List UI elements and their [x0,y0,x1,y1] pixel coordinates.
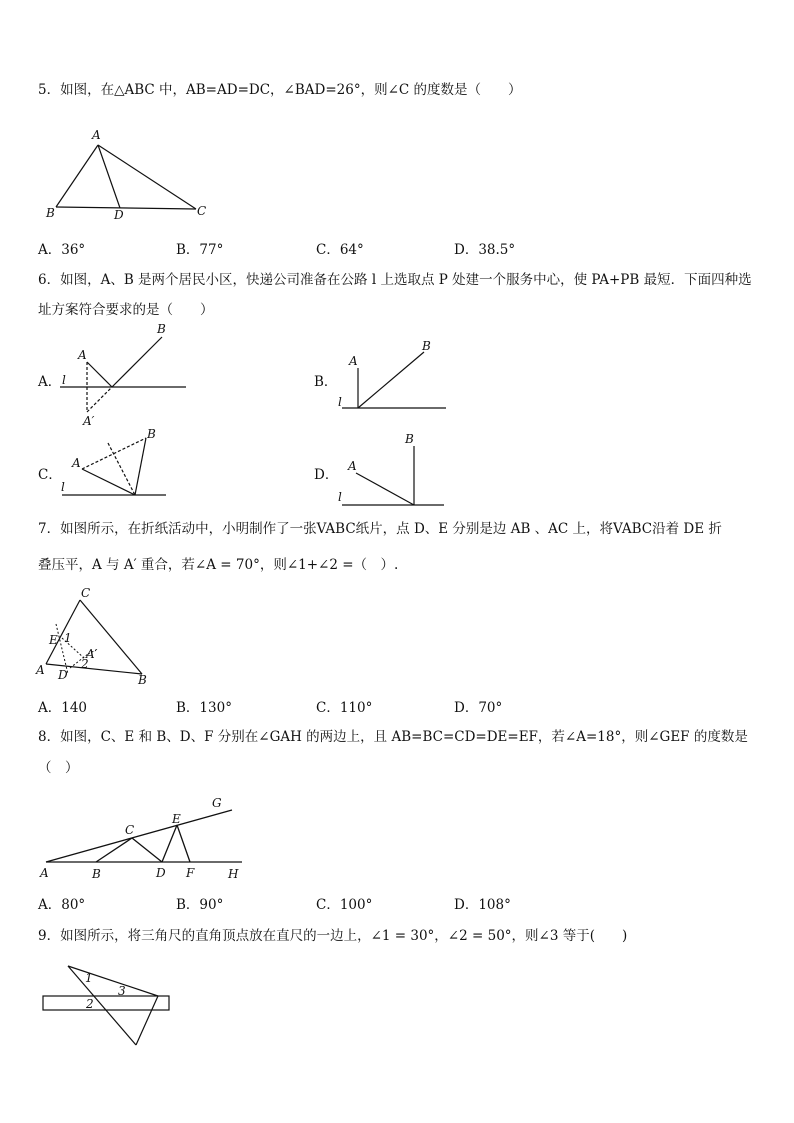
q6c-label-a: A [72,456,81,470]
q7-stem-line2: 叠压平，A 与 A′ 重合，若∠A = 70°，则∠1+∠2 =（ ）. [38,557,399,573]
q6-figure-a [56,322,191,430]
q6d-label-a: A [348,459,357,473]
q7-option-d[interactable]: D．70° [454,700,503,716]
q8-label-c: C [125,823,135,837]
q5-option-b[interactable]: B．77° [176,242,224,258]
q9-stem: 9．如图所示，将三角尺的直角顶点放在直尺的一边上，∠1 = 30°，∠2 = 50°，则∠3 等于( ) [38,928,628,944]
q6-stem-line2: 址方案符合要求的是（ ） [38,302,214,318]
q8-option-c[interactable]: C．100° [316,897,373,913]
q7-label-a: A [36,663,45,677]
q5-label-a: A [92,128,101,142]
q6-option-b[interactable]: B． [314,374,338,390]
q5-label-b: B [46,206,55,220]
q5-stem: 5．如图，在△ABC 中，AB=AD=DC，∠BAD=26°，则∠C 的度数是（ ） [38,82,522,98]
q8-stem-line2: （ ） [38,760,79,776]
q8-option-d[interactable]: D．108° [454,897,511,913]
q7-label-2: 2 [81,657,89,671]
q6-option-d[interactable]: D． [314,467,339,483]
q6-stem-line1: 6．如图，A、B 是两个居民小区，快递公司准备在公路 l 上选取点 P 处建一个服务中心，使 PA+PB 最短．下面四种选 [38,272,752,288]
q6d-label-b: B [405,432,414,446]
q7-option-b[interactable]: B．130° [176,700,232,716]
q7-label-c: C [81,586,91,600]
q8-label-h: H [228,867,239,881]
q6-figure-b [336,338,451,418]
q8-label-f: F [186,866,195,880]
q8-options [38,893,638,913]
q6a-label-l: l [62,373,66,387]
q6c-label-l: l [61,480,65,494]
q5-label-d: D [114,208,124,222]
q6c-label-b: B [147,427,156,441]
q8-option-a[interactable]: A．80° [38,897,86,913]
q6a-label-b: B [157,322,166,336]
q9-label-2: 2 [86,997,94,1011]
q5-figure [40,125,220,225]
q8-label-d: D [156,866,166,880]
q7-option-a[interactable]: A．140 [38,700,88,716]
q6a-label-a: A [78,348,87,362]
q7-label-e: E [49,633,58,647]
q5-option-c[interactable]: C．64° [316,242,364,258]
q6-option-c[interactable]: C． [38,467,62,483]
q6a-label-a-prime: A′ [83,414,95,428]
q5-option-a[interactable]: A．36° [38,242,86,258]
q6b-label-a: A [349,354,358,368]
q6-option-a[interactable]: A． [38,374,62,390]
q5-label-c: C [197,204,207,218]
q7-options [38,696,638,716]
q9-label-3: 3 [118,984,126,998]
q7-label-a-prime: A′ [86,647,98,661]
q9-label-1: 1 [85,971,93,985]
q8-label-e: E [172,812,181,826]
q9-figure [40,960,175,1052]
q5-options [38,238,638,258]
q5-option-d[interactable]: D．38.5° [454,242,516,258]
q7-label-d: D [58,668,68,682]
q8-label-b: B [92,867,101,881]
q7-label-b: B [138,673,147,687]
q7-stem-line1: 7．如图所示，在折纸活动中，小明制作了一张VABC纸片，点 D、E 分别是边 AB 、AC 上，将VABC沿着 DE 折 [38,521,722,537]
q6d-label-l: l [338,490,342,504]
q8-stem-line1: 8．如图，C、E 和 B、D、F 分别在∠GAH 的两边上，且 AB=BC=CD=DE=EF，若∠A=18°，则∠GEF 的度数是 [38,729,748,745]
q8-option-b[interactable]: B．90° [176,897,224,913]
q6b-label-l: l [338,395,342,409]
q7-label-1: 1 [64,631,72,645]
q7-figure [32,582,162,690]
q8-figure [36,795,256,885]
q8-label-g: G [212,796,222,810]
q8-label-a: A [40,866,49,880]
q6-figure-d [336,428,451,508]
q6b-label-b: B [422,339,431,353]
q7-option-c[interactable]: C．110° [316,700,373,716]
q6-figure-c [58,425,173,505]
